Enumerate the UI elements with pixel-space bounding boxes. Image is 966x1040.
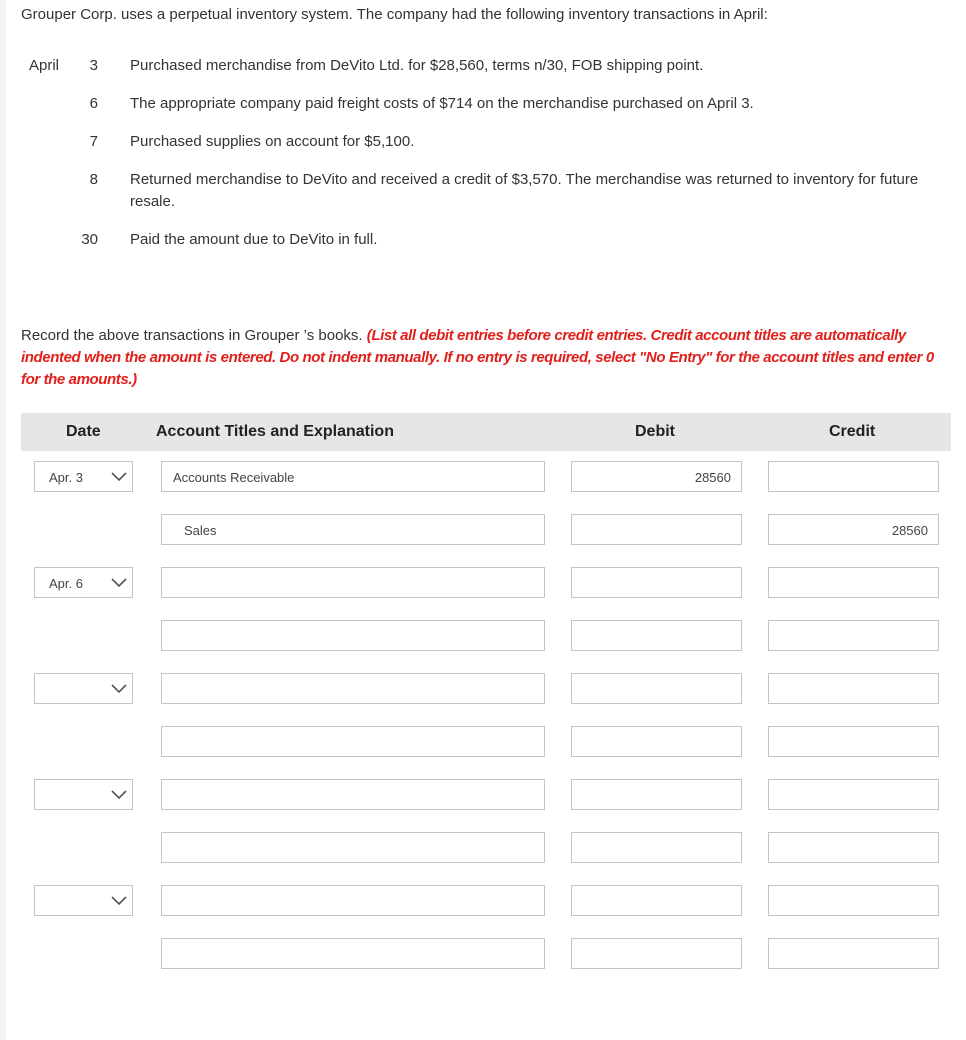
account-title-input[interactable] bbox=[161, 514, 545, 545]
header-account: Account Titles and Explanation bbox=[156, 423, 394, 440]
chevron-down-icon bbox=[109, 683, 129, 695]
debit-input[interactable] bbox=[571, 461, 742, 492]
header-debit: Debit bbox=[635, 423, 675, 440]
credit-value: 28560 bbox=[891, 523, 928, 538]
date-select[interactable] bbox=[34, 673, 133, 704]
debit-input[interactable] bbox=[571, 885, 742, 916]
credit-input[interactable] bbox=[768, 779, 939, 810]
chevron-down-icon bbox=[109, 789, 129, 801]
header-credit: Credit bbox=[829, 423, 876, 440]
transaction-text: Paid the amount due to DeVito in full. bbox=[130, 231, 378, 248]
credit-input[interactable] bbox=[768, 620, 939, 651]
debit-input[interactable] bbox=[571, 938, 742, 969]
credit-input[interactable] bbox=[768, 567, 939, 598]
transaction-text: Purchased merchandise from DeVito Ltd. for $28,560, terms n/30, FOB shipping point. bbox=[130, 57, 704, 74]
transaction-day: 3 bbox=[89, 57, 98, 74]
chevron-down-icon bbox=[109, 895, 129, 907]
credit-input[interactable] bbox=[768, 885, 939, 916]
account-title-value: Accounts Receivable bbox=[173, 470, 295, 485]
transaction-day: 6 bbox=[89, 95, 98, 112]
instructions bbox=[21, 325, 951, 391]
chevron-down-icon bbox=[109, 471, 129, 483]
transaction-text: The appropriate company paid freight costs of $714 on the merchandise purchased on April 3. bbox=[130, 95, 754, 112]
debit-input[interactable] bbox=[571, 673, 742, 704]
debit-input[interactable] bbox=[571, 567, 742, 598]
credit-input[interactable] bbox=[768, 461, 939, 492]
account-title-input[interactable] bbox=[161, 673, 545, 704]
left-border bbox=[0, 0, 6, 1040]
account-title-input[interactable] bbox=[161, 620, 545, 651]
debit-input[interactable] bbox=[571, 779, 742, 810]
chevron-down-icon bbox=[109, 577, 129, 589]
account-title-input[interactable] bbox=[161, 726, 545, 757]
debit-input[interactable] bbox=[571, 514, 742, 545]
transaction-day: 7 bbox=[89, 133, 98, 150]
date-select[interactable] bbox=[34, 567, 133, 598]
credit-input[interactable] bbox=[768, 832, 939, 863]
date-select-value: Apr. 6 bbox=[49, 576, 83, 591]
account-title-input[interactable] bbox=[161, 567, 545, 598]
credit-input[interactable] bbox=[768, 938, 939, 969]
transaction-day: 8 bbox=[89, 171, 98, 188]
debit-input[interactable] bbox=[571, 726, 742, 757]
journal-table-header bbox=[21, 413, 951, 451]
credit-input[interactable] bbox=[768, 673, 939, 704]
account-title-input[interactable] bbox=[161, 779, 545, 810]
debit-value: 28560 bbox=[694, 470, 731, 485]
problem-intro: Grouper Corp. uses a perpetual inventory system. The company had the following inventory transactions in April: bbox=[21, 6, 768, 23]
date-select[interactable] bbox=[34, 461, 133, 492]
date-select[interactable] bbox=[34, 885, 133, 916]
account-title-input[interactable] bbox=[161, 832, 545, 863]
account-title-input[interactable] bbox=[161, 885, 545, 916]
credit-input[interactable] bbox=[768, 514, 939, 545]
debit-input[interactable] bbox=[571, 832, 742, 863]
credit-input[interactable] bbox=[768, 726, 939, 757]
date-select[interactable] bbox=[34, 779, 133, 810]
debit-input[interactable] bbox=[571, 620, 742, 651]
account-title-input[interactable] bbox=[161, 461, 545, 492]
header-date: Date bbox=[66, 423, 101, 440]
transaction-day: 30 bbox=[81, 231, 98, 248]
instructions-emphasis: (List all debit entries before credit entries. Credit account titles are automatically indented when the amount is entered. Do not indent manually. If no entry is required, select "No Entry" for the account titles and enter 0 for the amounts.) bbox=[21, 327, 934, 388]
instructions-plain: Record the above transactions in Grouper ’s books. bbox=[21, 327, 367, 344]
transaction-text: Returned merchandise to DeVito and received a credit of $3,570. The merchandise was returned to inventory for future resale. bbox=[130, 171, 919, 210]
account-title-input[interactable] bbox=[161, 938, 545, 969]
account-title-value: Sales bbox=[184, 523, 217, 538]
transaction-text: Purchased supplies on account for $5,100. bbox=[130, 133, 415, 150]
transaction-month: April bbox=[29, 57, 60, 74]
date-select-value: Apr. 3 bbox=[49, 470, 83, 485]
